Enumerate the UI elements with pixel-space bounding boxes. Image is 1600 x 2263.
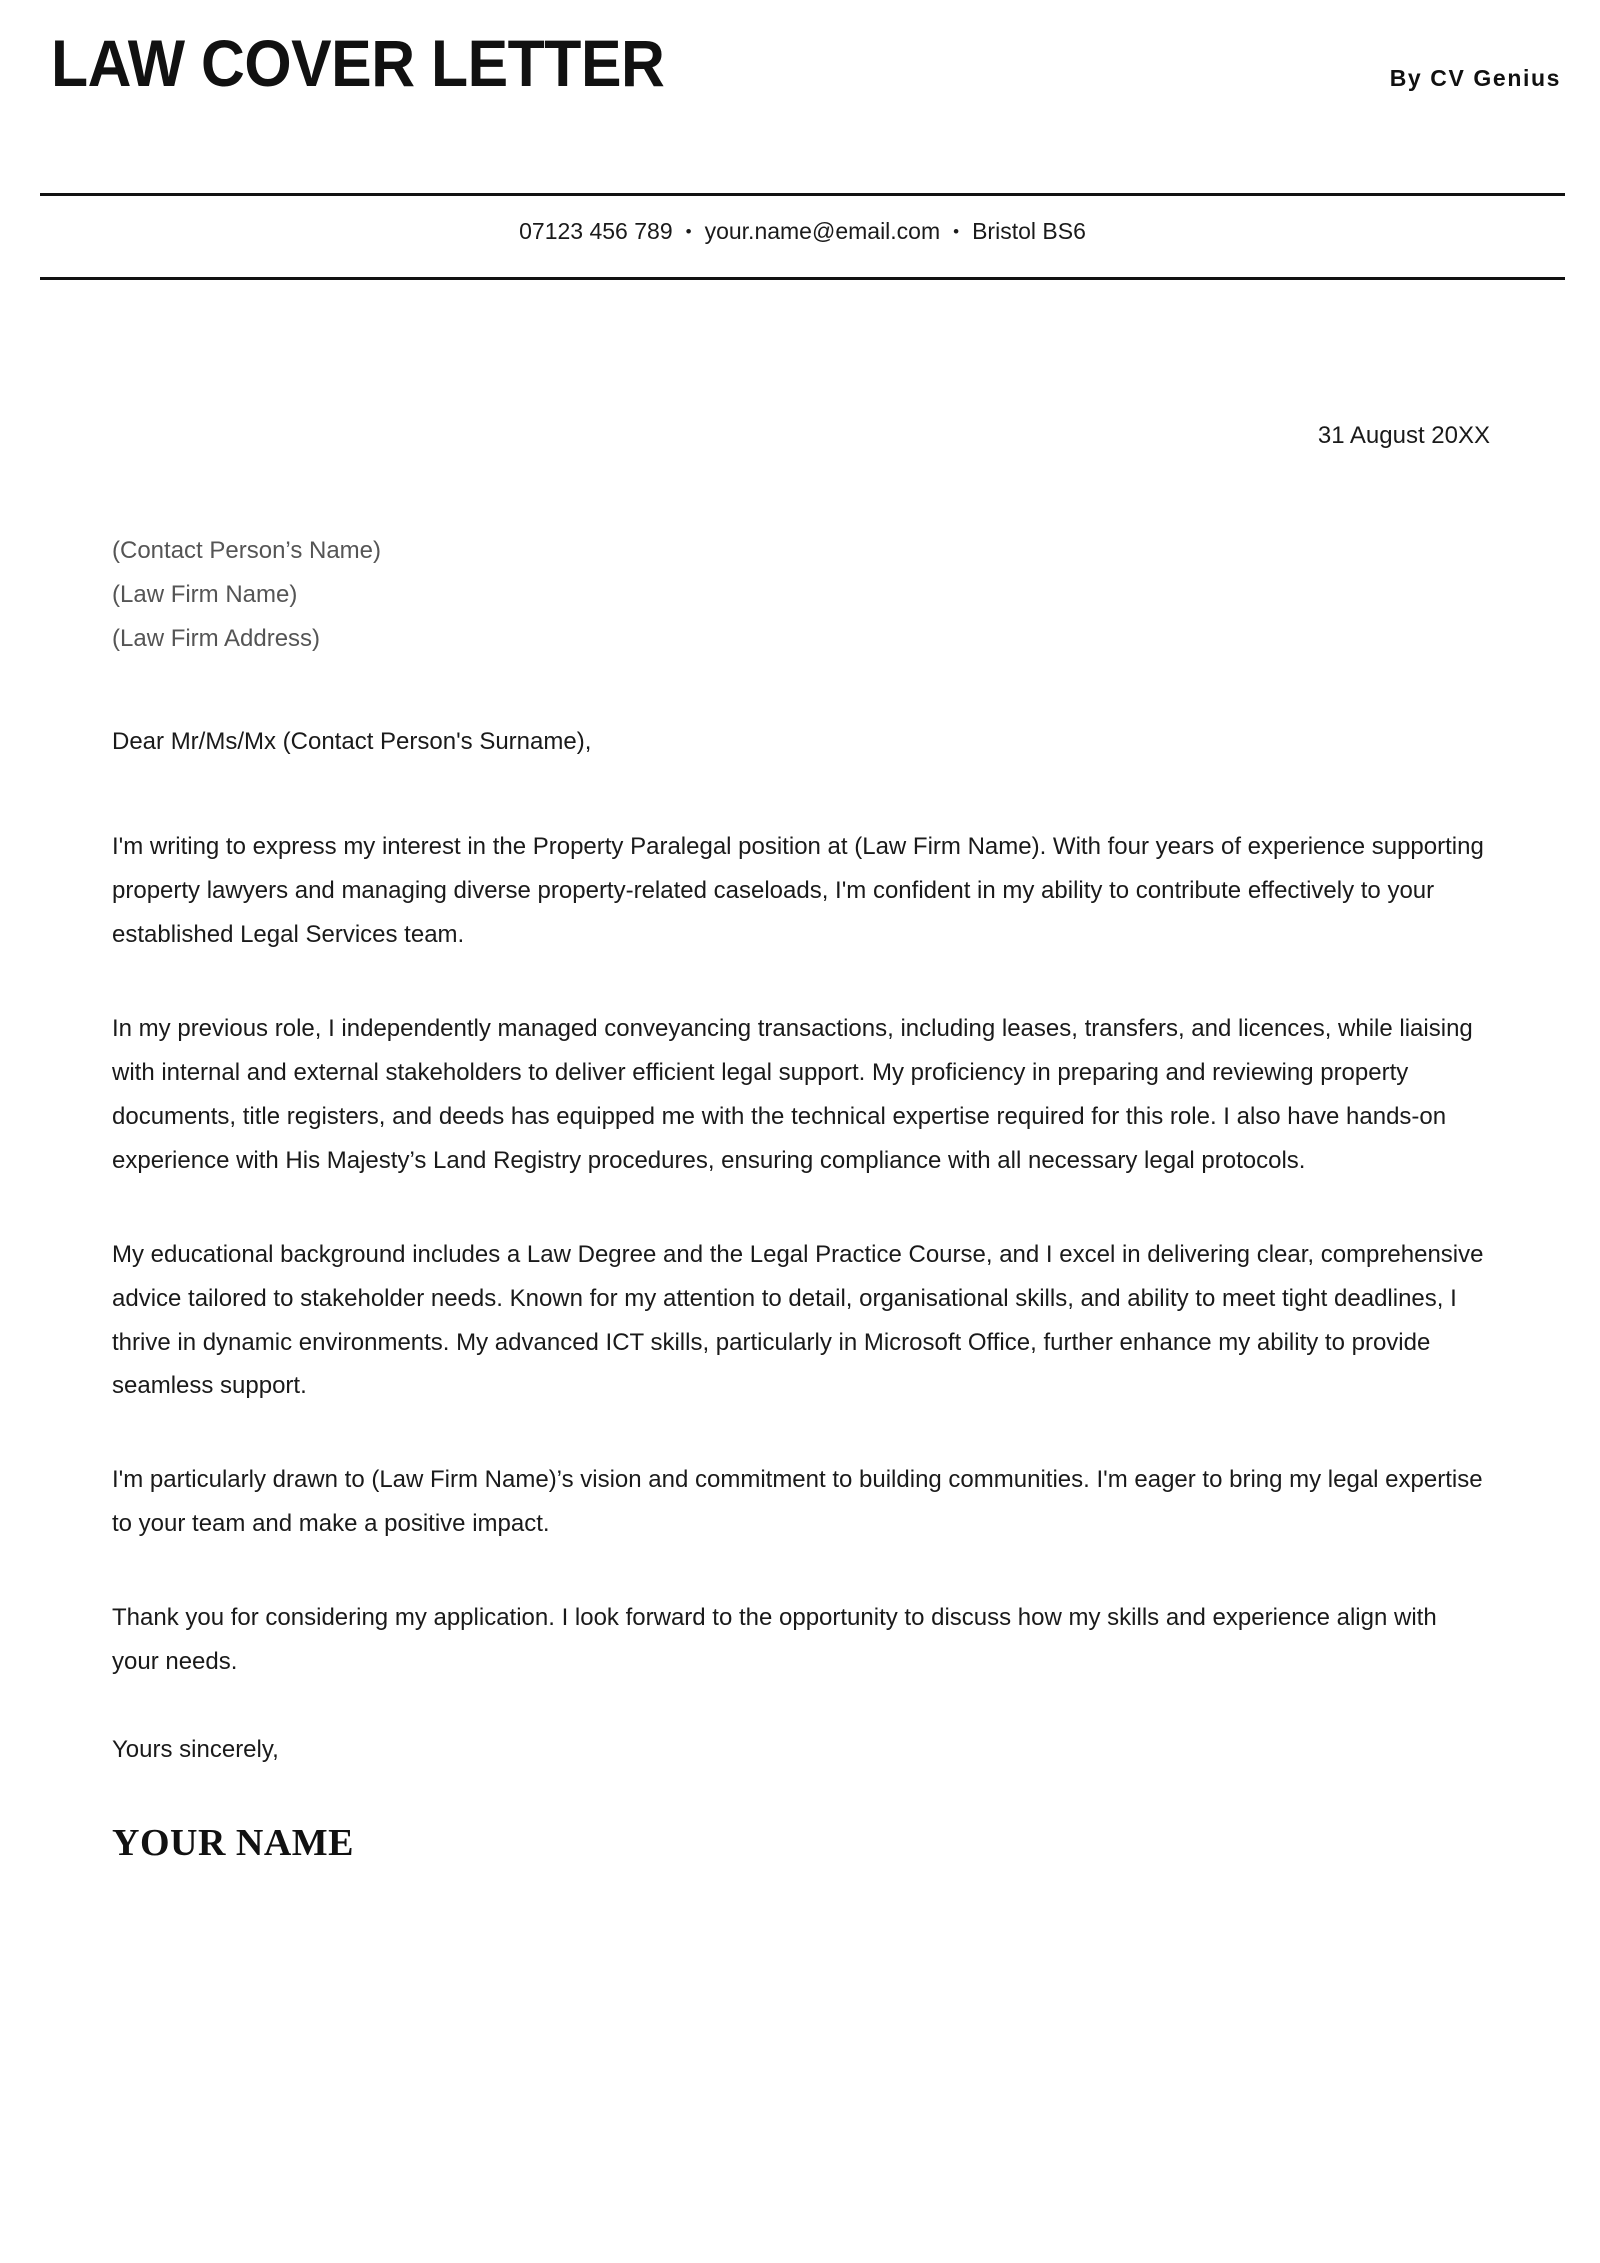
recipient-block <box>112 529 1490 660</box>
contact-email: your.name@email.com <box>704 218 941 244</box>
body-paragraph: I'm particularly drawn to (Law Firm Name)’s vision and commitment to building communities. I'm eager to bring my legal expertise to your team and make a positive impact. <box>112 1466 1483 1538</box>
header-divider-bottom <box>40 277 1565 280</box>
signature-name: YOUR NAME <box>112 1822 354 1865</box>
recipient-contact-person: (Contact Person’s Name) <box>112 537 381 565</box>
body-paragraph: In my previous role, I independently managed conveyancing transactions, including leases, transfers, and licences, while liaising with internal and external stakeholders to deliver efficient legal support. My proficiency in preparing and reviewing property documents, title registers, and deeds has equipped me with the technical expertise required for this role. I also have hands-on experience with His Majesty’s Land Registry procedures, ensuring compliance with all necessary legal protocols. <box>112 1015 1473 1174</box>
byline: By CV Genius <box>1389 65 1561 91</box>
contact-location: Bristol BS6 <box>972 218 1086 244</box>
contact-separator-1: • <box>685 222 692 241</box>
contact-separator-2: • <box>953 222 960 241</box>
contact-phone: 07123 456 789 <box>519 218 673 244</box>
salutation: Dear Mr/Ms/Mx (Contact Person's Surname), <box>112 728 592 756</box>
body-paragraph: I'm writing to express my interest in the Property Paralegal position at (Law Firm Name). With four years of experience supporting property lawyers and managing diverse property-related caseloads, I'm confident in my ability to contribute effectively to your established Legal Services team. <box>112 833 1484 949</box>
document-header <box>40 26 1565 142</box>
closing-salutation: Yours sincerely, <box>112 1735 279 1763</box>
body-paragraph: My educational background includes a Law Degree and the Legal Practice Course, and I excel in delivering clear, comprehensive advice tailored to stakeholder needs. Known for my attention to detail, organisational skills, and ability to meet tight deadlines, I thrive in dynamic environments. My advanced ICT skills, particularly in Microsoft Office, further enhance my ability to provide seamless support. <box>112 1240 1484 1400</box>
header-divider-top <box>40 193 1565 196</box>
recipient-firm-name: (Law Firm Name) <box>112 580 298 608</box>
contact-line <box>40 218 1565 246</box>
letter-date: 31 August 20XX <box>1317 422 1490 449</box>
page-title: LAW COVER LETTER <box>51 26 665 100</box>
letter-body <box>112 420 1490 1865</box>
recipient-firm-address: (Law Firm Address) <box>112 624 321 652</box>
body-paragraph: Thank you for considering my application. I look forward to the opportunity to discuss how my skills and experience align with your needs. <box>112 1604 1437 1676</box>
